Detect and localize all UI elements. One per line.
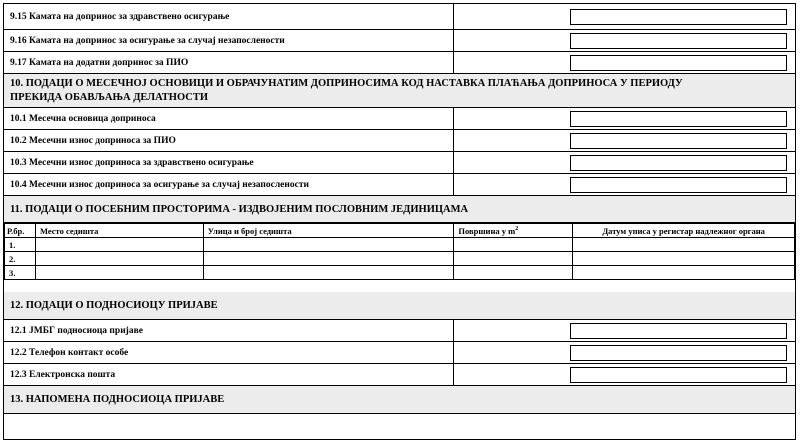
row-label: 12.3 Електронска пошта (10, 370, 116, 380)
input-9-16[interactable] (570, 33, 787, 49)
cell-date[interactable] (573, 252, 795, 266)
table-row (5, 266, 795, 280)
input-10-4[interactable] (570, 177, 787, 193)
input-12-3[interactable] (570, 367, 787, 383)
row-10-2 (4, 130, 795, 152)
column-divider (453, 30, 454, 51)
section-10-title (10, 77, 683, 105)
row-label: 10.4 Месечни износ доприноса за осигурање за случај незапослености (10, 180, 309, 190)
business-units-table (4, 223, 795, 280)
column-divider (453, 130, 454, 151)
row-label: 12.2 Телефон контакт особе (10, 348, 129, 358)
section-10-header (4, 74, 795, 108)
input-9-15[interactable] (570, 9, 787, 25)
col-header-street: Улица и број седишта (203, 224, 454, 238)
cell-area[interactable] (454, 252, 573, 266)
column-divider (453, 174, 454, 195)
column-divider (453, 342, 454, 363)
tax-registration-form (3, 3, 796, 440)
col-header-num: Р.бр. (5, 224, 36, 238)
row-label: 10.3 Месечни износ доприноса за здравствено осигурање (10, 158, 254, 168)
input-12-2[interactable] (570, 345, 787, 361)
section-10-title-line1: 10. ПОДАЦИ О МЕСЕЧНОЈ ОСНОВИЦИ И ОБРАЧУНАТИМ ДОПРИНОСИМА КОД НАСТАВКА ПЛАЋАЊА ДОПРИНОСА У ПЕРИОДУ (10, 78, 683, 89)
column-divider (453, 4, 454, 29)
column-divider (453, 320, 454, 341)
row-12-2 (4, 342, 795, 364)
input-10-1[interactable] (570, 111, 787, 127)
column-divider (453, 364, 454, 385)
row-12-1 (4, 320, 795, 342)
cell-seat[interactable] (35, 266, 203, 280)
cell-seat[interactable] (35, 238, 203, 252)
column-divider (453, 52, 454, 73)
col-header-date: Датум уписа у регистар надлежног органа (573, 224, 795, 238)
row-num: 2. (5, 252, 36, 266)
cell-date[interactable] (573, 238, 795, 252)
section-13-title: 13. НАПОМЕНА ПОДНОСИОЦА ПРИЈАВЕ (10, 394, 225, 405)
col-header-area (454, 224, 573, 238)
cell-seat[interactable] (35, 252, 203, 266)
row-label: 9.15 Камата на допринос за здравствено осигурање (10, 12, 230, 22)
row-label: 12.1 ЈМБГ подносиоца пријаве (10, 326, 143, 336)
area-sup: 2 (515, 225, 519, 232)
section-12-title: 12. ПОДАЦИ О ПОДНОСИОЦУ ПРИЈАВЕ (10, 300, 218, 311)
column-divider (453, 152, 454, 173)
section-13-header (4, 386, 795, 414)
row-10-4 (4, 174, 795, 196)
section-11-header (4, 196, 795, 223)
cell-street[interactable] (203, 266, 454, 280)
table-row (5, 238, 795, 252)
row-label: 10.1 Месечна основица доприноса (10, 114, 156, 124)
row-num: 1. (5, 238, 36, 252)
cell-date[interactable] (573, 266, 795, 280)
table-row (5, 252, 795, 266)
row-label: 9.16 Камата на допринос за осигурање за случај незапослености (10, 36, 285, 46)
section-11-title: 11. ПОДАЦИ О ПОСЕБНИМ ПРОСТОРИМА - ИЗДВОЈЕНИМ ПОСЛОВНИМ ЈЕДИНИЦАМА (10, 204, 469, 215)
cell-area[interactable] (454, 238, 573, 252)
col-header-seat: Место седишта (35, 224, 203, 238)
row-label: 9.17 Камата на додатни допринос за ПИО (10, 58, 189, 68)
row-12-3 (4, 364, 795, 386)
row-9-17 (4, 52, 795, 74)
row-label: 10.2 Месечни износ доприноса за ПИО (10, 136, 176, 146)
table-header-row (5, 224, 795, 238)
row-num: 3. (5, 266, 36, 280)
cell-area[interactable] (454, 266, 573, 280)
input-10-3[interactable] (570, 155, 787, 171)
input-10-2[interactable] (570, 133, 787, 149)
row-9-16 (4, 30, 795, 52)
note-field[interactable] (4, 414, 795, 439)
cell-street[interactable] (203, 238, 454, 252)
section-10-title-line2: ПРЕКИДА ОБАВЉАЊА ДЕЛАТНОСТИ (10, 92, 208, 103)
input-12-1[interactable] (570, 323, 787, 339)
row-10-1 (4, 108, 795, 130)
section-12-header (4, 292, 795, 320)
input-9-17[interactable] (570, 55, 787, 71)
row-9-15 (4, 4, 795, 30)
column-divider (453, 108, 454, 129)
row-10-3 (4, 152, 795, 174)
area-label: Површина у m (458, 225, 516, 236)
cell-street[interactable] (203, 252, 454, 266)
